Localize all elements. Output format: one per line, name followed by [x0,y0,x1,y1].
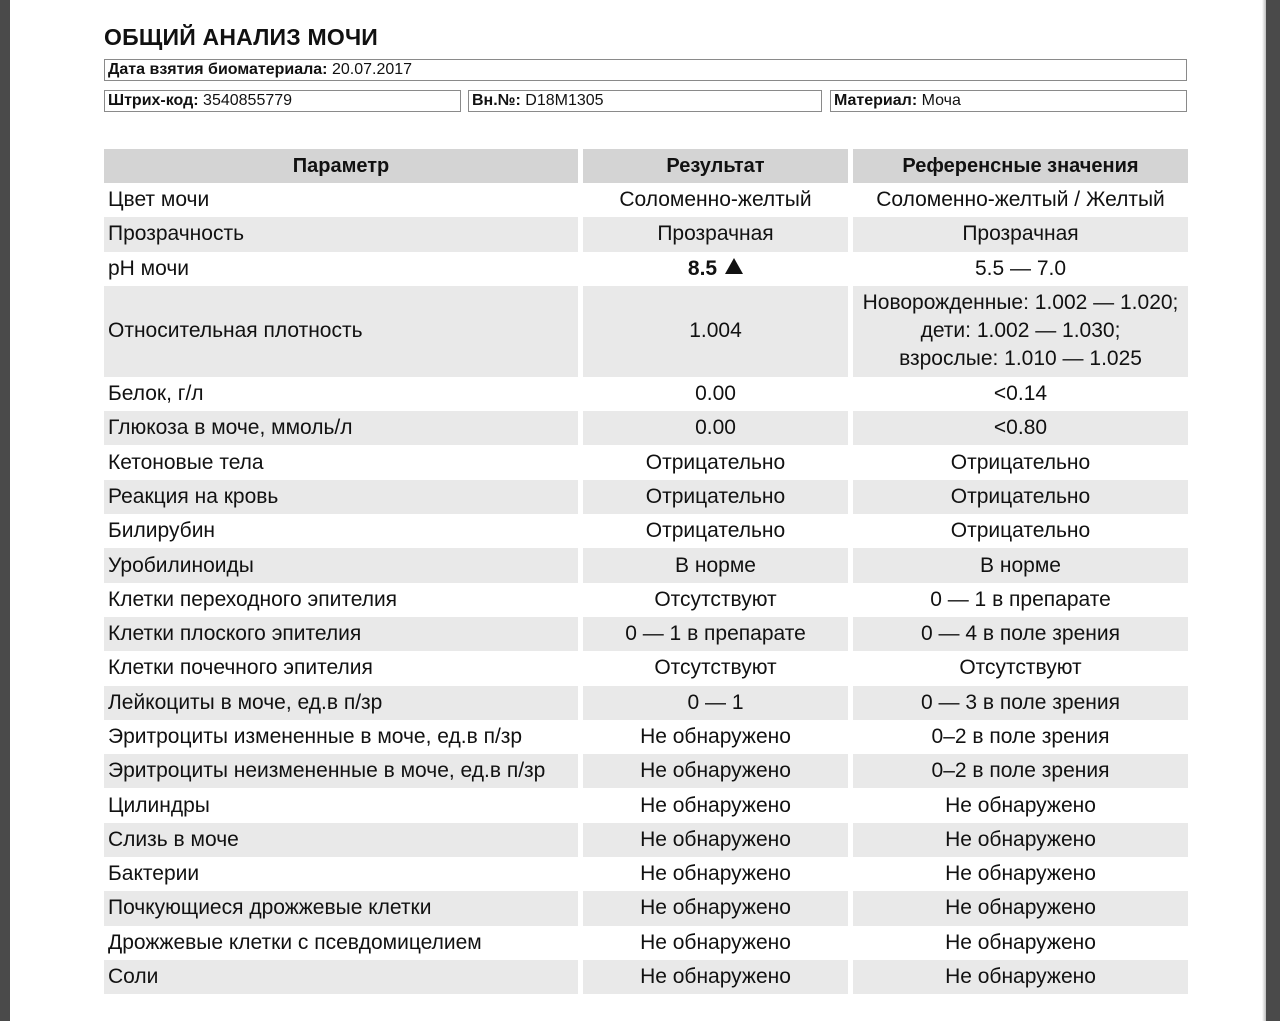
param-cell: Глюкоза в моче, ммоль/л [104,411,578,445]
page-title: ОБЩИЙ АНАЛИЗ МОЧИ [104,24,379,50]
reference-line: взрослые: 1.010 — 1.025 [899,347,1142,371]
reference-cell: Прозрачная [853,217,1188,251]
reference-cell: Соломенно-желтый / Желтый [876,188,1165,212]
reference-cell: Отрицательно [853,480,1188,514]
internal-number-field [468,90,822,112]
param-cell: Цвет мочи [108,188,210,212]
collection-date-field [104,59,1187,81]
reference-cell: 0–2 в поле зрения [853,754,1188,788]
table-row [104,891,1188,925]
reference-cell: Не обнаружено [945,930,1096,954]
table-row [104,788,1188,822]
results-table [99,147,1193,994]
result-cell: 0.00 [583,411,848,445]
reference-cell: Не обнаружено [945,862,1096,886]
param-cell: Клетки почечного эпителия [108,656,373,680]
table-row [104,926,1188,960]
result-cell: Не обнаружено [583,823,848,857]
collection-date-label: Дата взятия биоматериала: [108,61,328,78]
table-row [104,720,1188,754]
material-field [830,90,1187,112]
param-cell: Эритроциты неизмененные в моче, ед.в п/зр [104,754,578,788]
reference-cell: <0.14 [993,382,1048,406]
viewer-edge-right [1266,0,1280,1021]
param-cell: Соли [104,960,578,994]
param-cell: Слизь в моче [104,823,578,857]
table-row [104,686,1188,720]
reference-cell [853,286,1188,377]
result-value-abnormal: 8.5 [687,256,718,280]
reference-line: Новорожденные: 1.002 — 1.020; [862,291,1179,315]
header-reference: Референсные значения [853,147,1188,183]
param-cell: Реакция на кровь [104,480,578,514]
result-cell: Не обнаружено [640,862,791,886]
table-row [104,183,1188,217]
header-parameter: Параметр [104,147,578,183]
result-cell: Отсутствуют [654,587,777,611]
table-header-row [104,147,1188,183]
reference-cell: Отсутствуют [959,656,1082,680]
arrow-up-icon [725,258,743,274]
table-row [104,252,1188,286]
material-label: Материал: [834,92,918,109]
table-row [104,217,1188,251]
table-row [104,754,1188,788]
collection-date-value: 20.07.2017 [331,61,413,78]
reference-line: дети: 1.002 — 1.030; [920,319,1121,343]
table-row [104,583,1188,617]
result-cell: Отрицательно [645,450,786,474]
table-row [104,445,1188,479]
result-cell: Отрицательно [645,519,786,543]
header-result: Результат [583,147,848,183]
table-row [104,617,1188,651]
reference-cell: В норме [853,548,1188,582]
result-cell: Не обнаружено [583,891,848,925]
result-cell: Не обнаружено [640,793,791,817]
result-cell: Не обнаружено [640,930,791,954]
result-cell: 0.00 [695,382,736,406]
reference-cell: 0–2 в поле зрения [931,725,1110,748]
table-row [104,960,1188,994]
internal-number-label: Вн.№: [472,92,521,109]
table-row [104,651,1188,685]
result-cell: Отрицательно [583,480,848,514]
result-cell: Отсутствуют [654,656,777,680]
param-cell: pH мочи [108,256,190,280]
param-cell: Почкующиеся дрожжевые клетки [104,891,578,925]
reference-cell: 0 — 3 в поле зрения [853,686,1188,720]
param-cell: Клетки переходного эпителия [108,587,398,611]
param-cell: Прозрачность [104,217,578,251]
result-cell: 0 — 1 [583,686,848,720]
param-cell: Цилиндры [108,793,210,817]
result-cell: 0 — 1 в препарате [583,617,848,651]
result-cell: Не обнаружено [583,960,848,994]
table-row [104,823,1188,857]
table-row [104,514,1188,548]
param-cell: Билирубин [108,519,216,543]
table-row [104,857,1188,891]
table-row [104,377,1188,411]
reference-cell: Не обнаружено [853,960,1188,994]
table-row [104,480,1188,514]
reference-cell: Не обнаружено [853,891,1188,925]
param-cell: Дрожжевые клетки с псевдомицелием [108,930,482,954]
result-cell: Прозрачная [583,217,848,251]
result-cell: Соломенно-желтый [619,188,812,212]
reference-cell: Не обнаружено [945,793,1096,817]
param-cell: Клетки плоского эпителия [104,617,578,651]
internal-number-value: D18M1305 [525,92,604,109]
param-cell: Лейкоциты в моче, ед.в п/зр [104,686,578,720]
reference-cell: 0 — 1 в препарате [930,587,1111,611]
param-cell: Бактерии [108,862,200,886]
table-row [104,411,1188,445]
material-value: Моча [921,92,961,109]
result-cell: Не обнаружено [640,725,791,748]
reference-cell: Не обнаружено [853,823,1188,857]
result-cell: Не обнаружено [583,754,848,788]
param-cell: Белок, г/л [108,382,204,406]
param-cell: Кетоновые тела [108,450,264,474]
param-cell: Относительная плотность [104,286,578,377]
barcode-label: Штрих-код: [108,92,199,109]
result-cell [583,252,848,286]
reference-cell: Отрицательно [950,450,1091,474]
viewer-edge-left [0,0,10,1021]
reference-cell: Отрицательно [950,519,1091,543]
barcode-value: 3540855779 [203,92,293,109]
param-cell: Эритроциты измененные в моче, ед.в п/зр [108,725,523,748]
reference-cell: 0 — 4 в поле зрения [853,617,1188,651]
reference-cell: 5.5 — 7.0 [974,256,1067,280]
param-cell: Уробилиноиды [104,548,578,582]
reference-cell: <0.80 [853,411,1188,445]
result-cell: В норме [583,548,848,582]
result-cell: 1.004 [583,286,848,377]
table-row [104,286,1188,377]
barcode-field [104,90,461,112]
table-row [104,548,1188,582]
